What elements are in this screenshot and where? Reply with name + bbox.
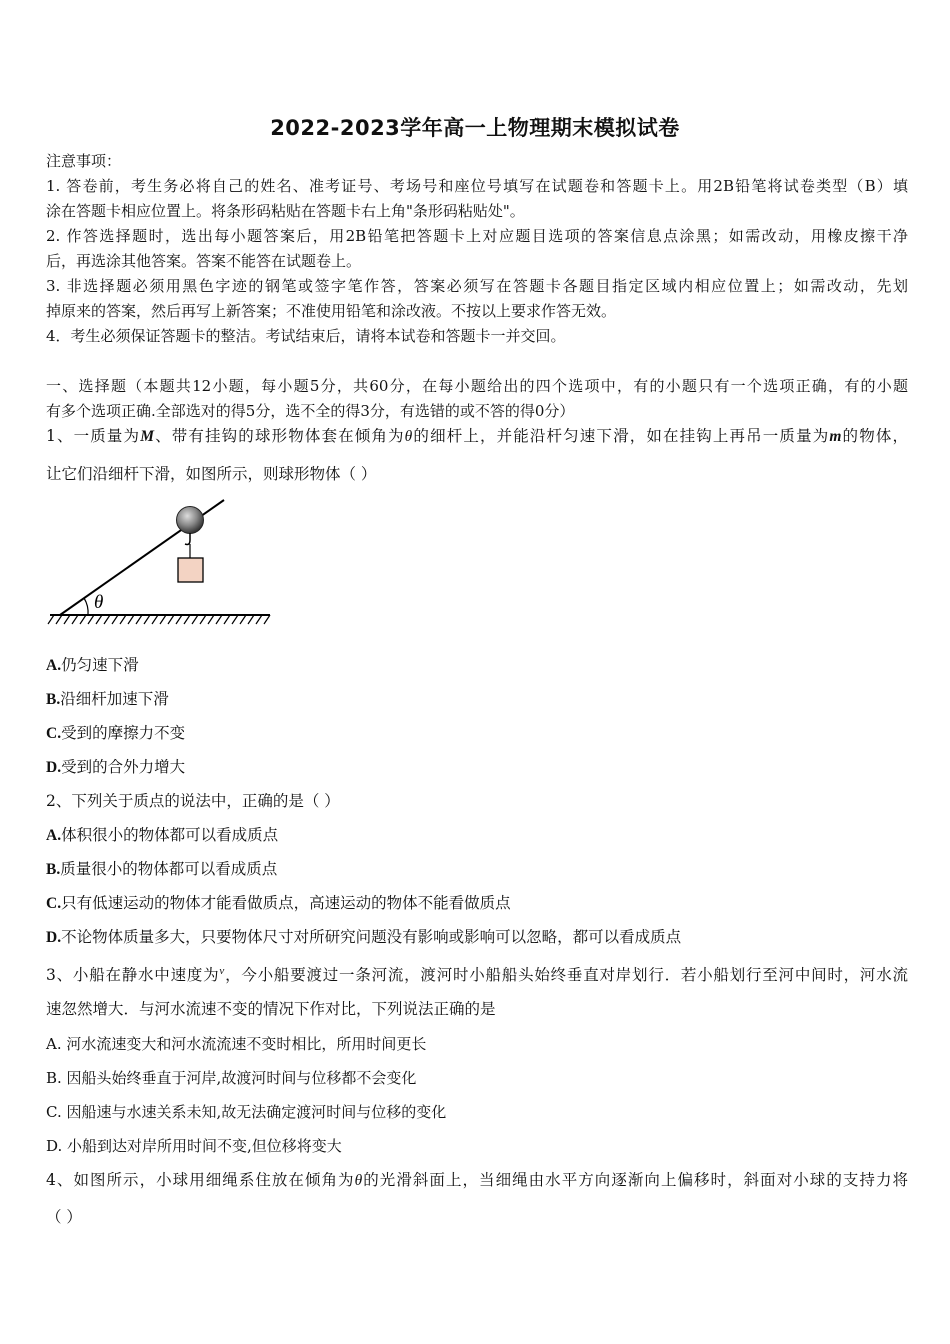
option-text: 受到的摩擦力不变 bbox=[61, 724, 186, 742]
section-heading-b: 有多个选项正确.全部选对的得5分，选不全的得3分，有选错的或不答的得0分） bbox=[46, 402, 575, 420]
q3-stem-text-1: 3、小船在静水中速度为 bbox=[46, 966, 220, 985]
notice-item-1-b: 涂在答题卡相应位置上。将条形码粘贴在答题卡右上角"条形码粘贴处"。 bbox=[46, 202, 525, 220]
q4-stem-line-b: （ ） bbox=[46, 1208, 82, 1226]
q1-theta-symbol: θ bbox=[404, 428, 413, 445]
q2-option-a[interactable] bbox=[46, 825, 908, 846]
section-heading-a: 一、选择题（本题共12小题，每小题5分，共60分，在每小题给出的四个选项中，有的小题只有一个选项正确，有的小题 bbox=[46, 377, 908, 395]
angle-label: θ bbox=[94, 592, 104, 613]
angle-arc bbox=[84, 598, 88, 615]
q1-mass-m: m bbox=[829, 428, 842, 445]
option-text: 沿细杆加速下滑 bbox=[60, 690, 169, 708]
q1-stem-line-a bbox=[46, 426, 908, 447]
q3-stem-line-b: 速忽然增大．与河水流速不变的情况下作对比，下列说法正确的是 bbox=[46, 1000, 496, 1018]
q3-stem-text-2: ，今小船要渡过一条河流，渡河时小船船头始终垂直对岸划行．若小船划行至河中间时，河水流 bbox=[224, 966, 908, 985]
q4-theta-symbol: θ bbox=[354, 1172, 363, 1189]
q1-option-a[interactable] bbox=[46, 655, 908, 676]
q1-option-d[interactable] bbox=[46, 757, 908, 778]
option-letter: B. bbox=[46, 861, 61, 878]
notice-item-2-b: 后，再选涂其他答案。答案不能答在试题卷上。 bbox=[46, 252, 362, 270]
q4-stem-line-a bbox=[46, 1170, 908, 1191]
q2-stem: 2、下列关于质点的说法中，正确的是（ ） bbox=[46, 792, 340, 810]
q1-stem-text-4: 的物体， bbox=[841, 427, 908, 445]
q1-stem-text-3: 的细杆上，并能沿杆匀速下滑，如在挂钩上再吊一质量为 bbox=[412, 427, 830, 445]
option-text: 受到的合外力增大 bbox=[61, 758, 186, 776]
option-letter: A. bbox=[46, 657, 62, 674]
option-text: 体积很小的物体都可以看成质点 bbox=[61, 826, 279, 844]
q2-option-b[interactable] bbox=[46, 859, 908, 880]
q2-option-d[interactable] bbox=[46, 927, 908, 948]
q1-option-b[interactable] bbox=[46, 689, 908, 710]
q4-stem-text-1: 4、如图所示，小球用细绳系住放在倾角为 bbox=[46, 1171, 355, 1189]
option-letter: D. bbox=[46, 929, 62, 946]
q1-stem-line-b: 让它们沿细杆下滑，如图所示，则球形物体（ ） bbox=[46, 465, 377, 483]
q3-stem-line-a bbox=[46, 961, 908, 985]
option-letter: C. bbox=[46, 725, 62, 742]
notice-heading: 注意事项： bbox=[46, 152, 122, 170]
q3-option-d[interactable]: D. 小船到达对岸所用时间不变,但位移将变大 bbox=[46, 1137, 342, 1155]
q1-option-c[interactable] bbox=[46, 723, 908, 744]
option-text: 只有低速运动的物体才能看做质点，高速运动的物体不能看做质点 bbox=[61, 894, 511, 912]
option-letter: B. bbox=[46, 691, 61, 708]
q3-option-c[interactable]: C. 因船速与水速关系未知,故无法确定渡河时间与位移的变化 bbox=[46, 1103, 447, 1121]
q1-stem-text-2: 、带有挂钩的球形物体套在倾角为 bbox=[153, 427, 405, 445]
option-text: 质量很小的物体都可以看成质点 bbox=[60, 860, 278, 878]
notice-item-3-b: 掉原来的答案，然后再写上新答案；不准使用铅笔和涂改液。不按以上要求作答无效。 bbox=[46, 302, 617, 320]
q1-stem-text-1: 1、一质量为 bbox=[46, 427, 141, 445]
q3-option-a[interactable]: A. 河水流速变大和河水流流速不变时相比，所用时间更长 bbox=[46, 1035, 427, 1053]
notice-item-3-a: 3. 非选择题必须用黑色字迹的钢笔或签字笔作答，答案必须写在答题卡各题目指定区域内相应位置上；如需改动，先划 bbox=[46, 277, 908, 295]
ball bbox=[177, 507, 204, 534]
option-text: 不论物体质量多大，只要物体尺寸对所研究问题没有影响或影响可以忽略，都可以看成质点 bbox=[61, 928, 682, 946]
notice-item-4: 4．考生必须保证答题卡的整洁。考试结束后，请将本试卷和答题卡一并交回。 bbox=[46, 327, 566, 345]
notice-item-1-a: 1. 答卷前，考生务必将自己的姓名、准考证号、考场号和座位号填写在试题卷和答题卡上。用2B铅笔将试卷类型（B）填 bbox=[46, 177, 908, 195]
q3-velocity-symbol: v bbox=[219, 965, 225, 977]
hook bbox=[185, 533, 190, 545]
q1-incline-figure bbox=[46, 498, 274, 632]
q1-mass-M: M bbox=[140, 428, 154, 445]
page-title: 2022-2023学年高一上物理期末模拟试卷 bbox=[270, 116, 680, 140]
option-letter: A. bbox=[46, 827, 62, 844]
option-letter: D. bbox=[46, 759, 62, 776]
q2-option-c[interactable] bbox=[46, 893, 908, 914]
option-letter: C. bbox=[46, 895, 62, 912]
hanging-block bbox=[178, 558, 203, 582]
option-text: 仍匀速下滑 bbox=[61, 656, 139, 674]
q4-stem-text-2: 的光滑斜面上，当细绳由水平方向逐渐向上偏移时，斜面对小球的支持力将 bbox=[362, 1171, 908, 1189]
notice-item-2-a: 2. 作答选择题时，选出每小题答案后，用2B铅笔把答题卡上对应题目选项的答案信息点涂黑；如需改动，用橡皮擦干净 bbox=[46, 227, 908, 245]
ground-hatching bbox=[48, 615, 270, 624]
q3-option-b[interactable]: B. 因船头始终垂直于河岸,故渡河时间与位移都不会变化 bbox=[46, 1069, 417, 1087]
